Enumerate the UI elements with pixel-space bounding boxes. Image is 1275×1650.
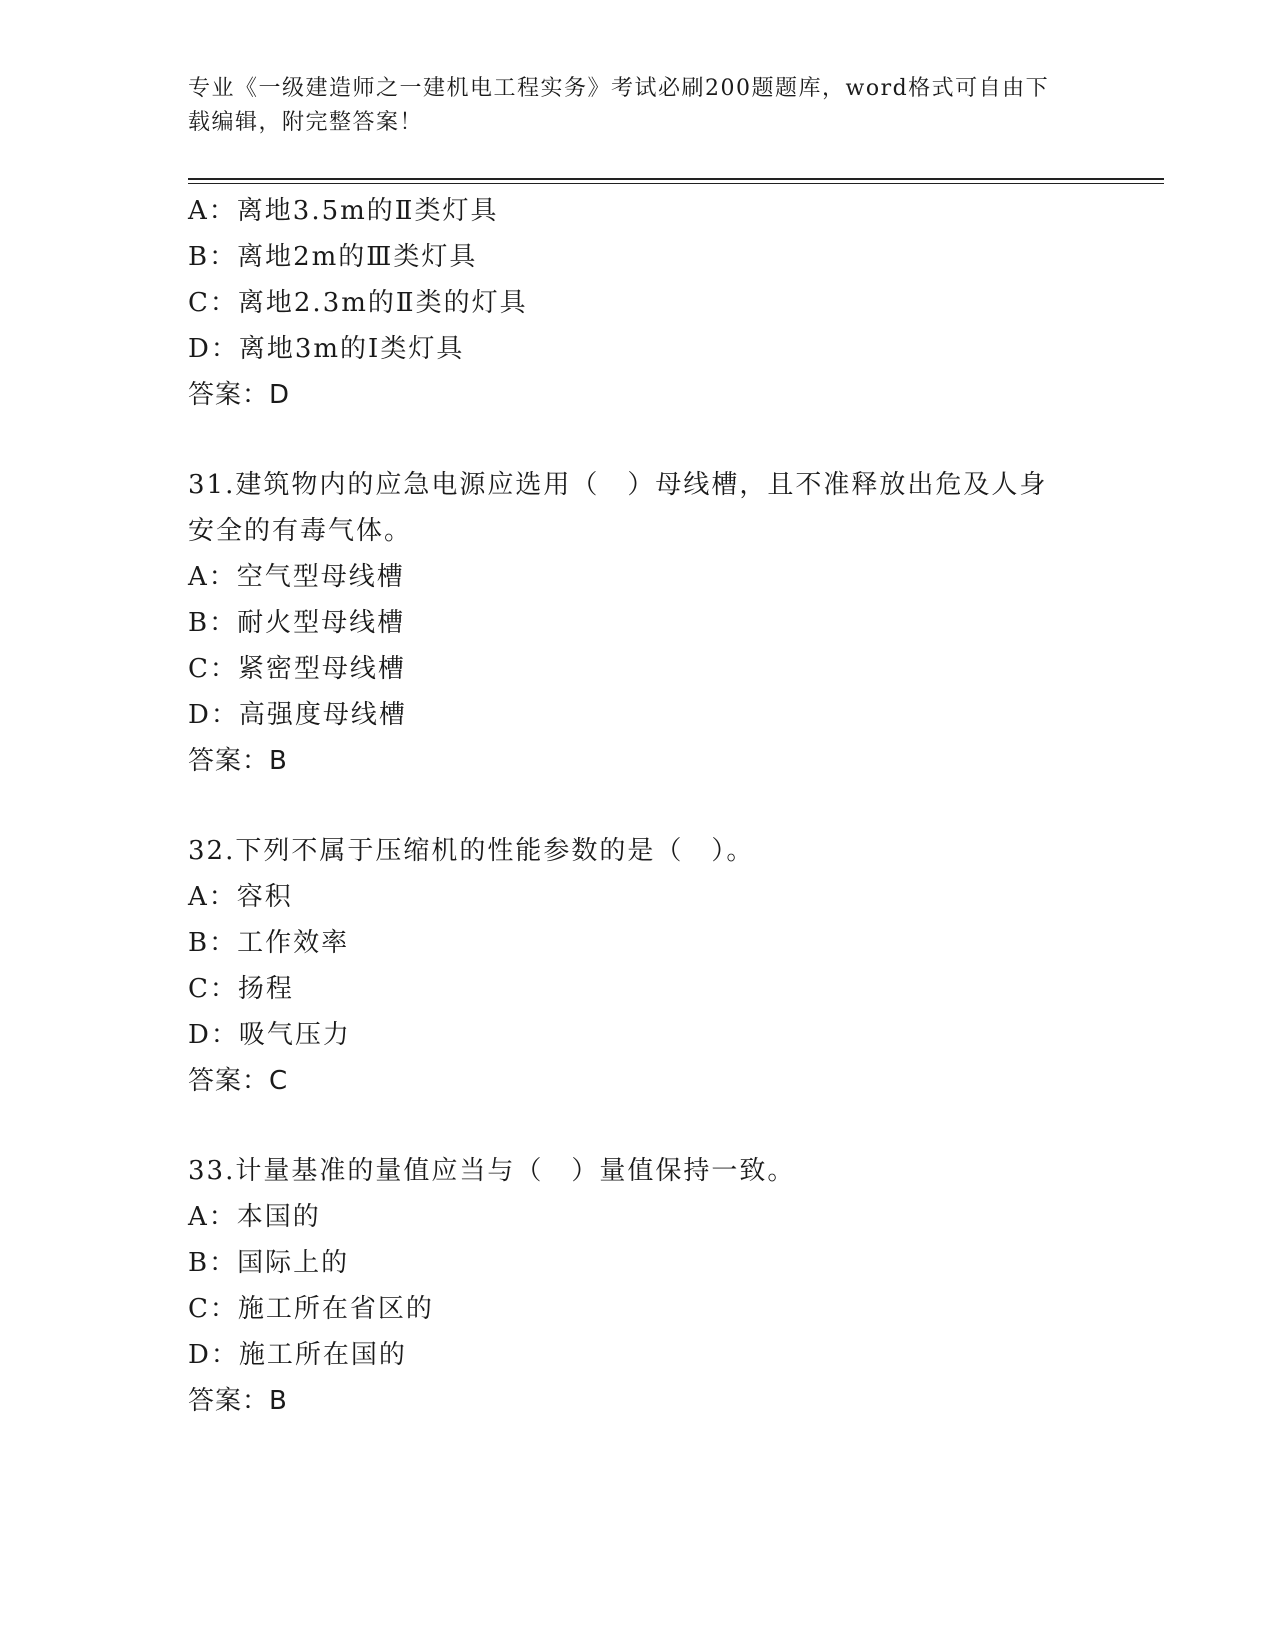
question-block-32 [188,828,1128,1104]
option-a: A：容积 [188,882,293,912]
question-text: 32.下列不属于压缩机的性能参数的是（ ）。 [188,836,755,866]
option-a: A：本国的 [188,1202,321,1232]
option-d: D：吸气压力 [188,1020,351,1050]
option-b: B：国际上的 [188,1248,350,1278]
answer-line: 答案：D [188,380,291,410]
question-text: 31.建筑物内的应急电源应选用（ ）母线槽，且不准释放出危及人身安全的有毒气体。 [188,470,1048,546]
option-b: B：工作效率 [188,928,350,958]
header-divider-thick [188,178,1164,180]
option-a: A：空气型母线槽 [188,562,405,592]
option-d: D：施工所在国的 [188,1340,407,1370]
question-block-30-tail [188,188,1128,418]
question-block-31 [188,462,1128,784]
option-a: A：离地3.5m的Ⅱ类灯具 [188,196,499,226]
option-d: D：高强度母线槽 [188,700,407,730]
option-c: C：扬程 [188,974,294,1004]
question-text: 33.计量基准的量值应当与（ ）量值保持一致。 [188,1156,796,1186]
header-divider-thin [188,183,1164,184]
document-body [188,188,1128,1424]
answer-line: 答案：B [188,746,288,776]
option-c: C：紧密型母线槽 [188,654,406,684]
answer-line: 答案：B [188,1386,288,1416]
option-d: D：离地3m的Ⅰ类灯具 [188,334,465,364]
option-b: B：耐火型母线槽 [188,608,406,638]
option-c: C：离地2.3m的Ⅱ类的灯具 [188,288,528,318]
answer-line: 答案：C [188,1066,289,1096]
option-b: B：离地2m的Ⅲ类灯具 [188,242,478,272]
page-header: 专业《一级建造师之一建机电工程实务》考试必刷200题题库，word格式可自由下载编辑，附完整答案！ [188,76,1050,135]
option-c: C：施工所在省区的 [188,1294,434,1324]
question-block-33 [188,1148,1128,1424]
